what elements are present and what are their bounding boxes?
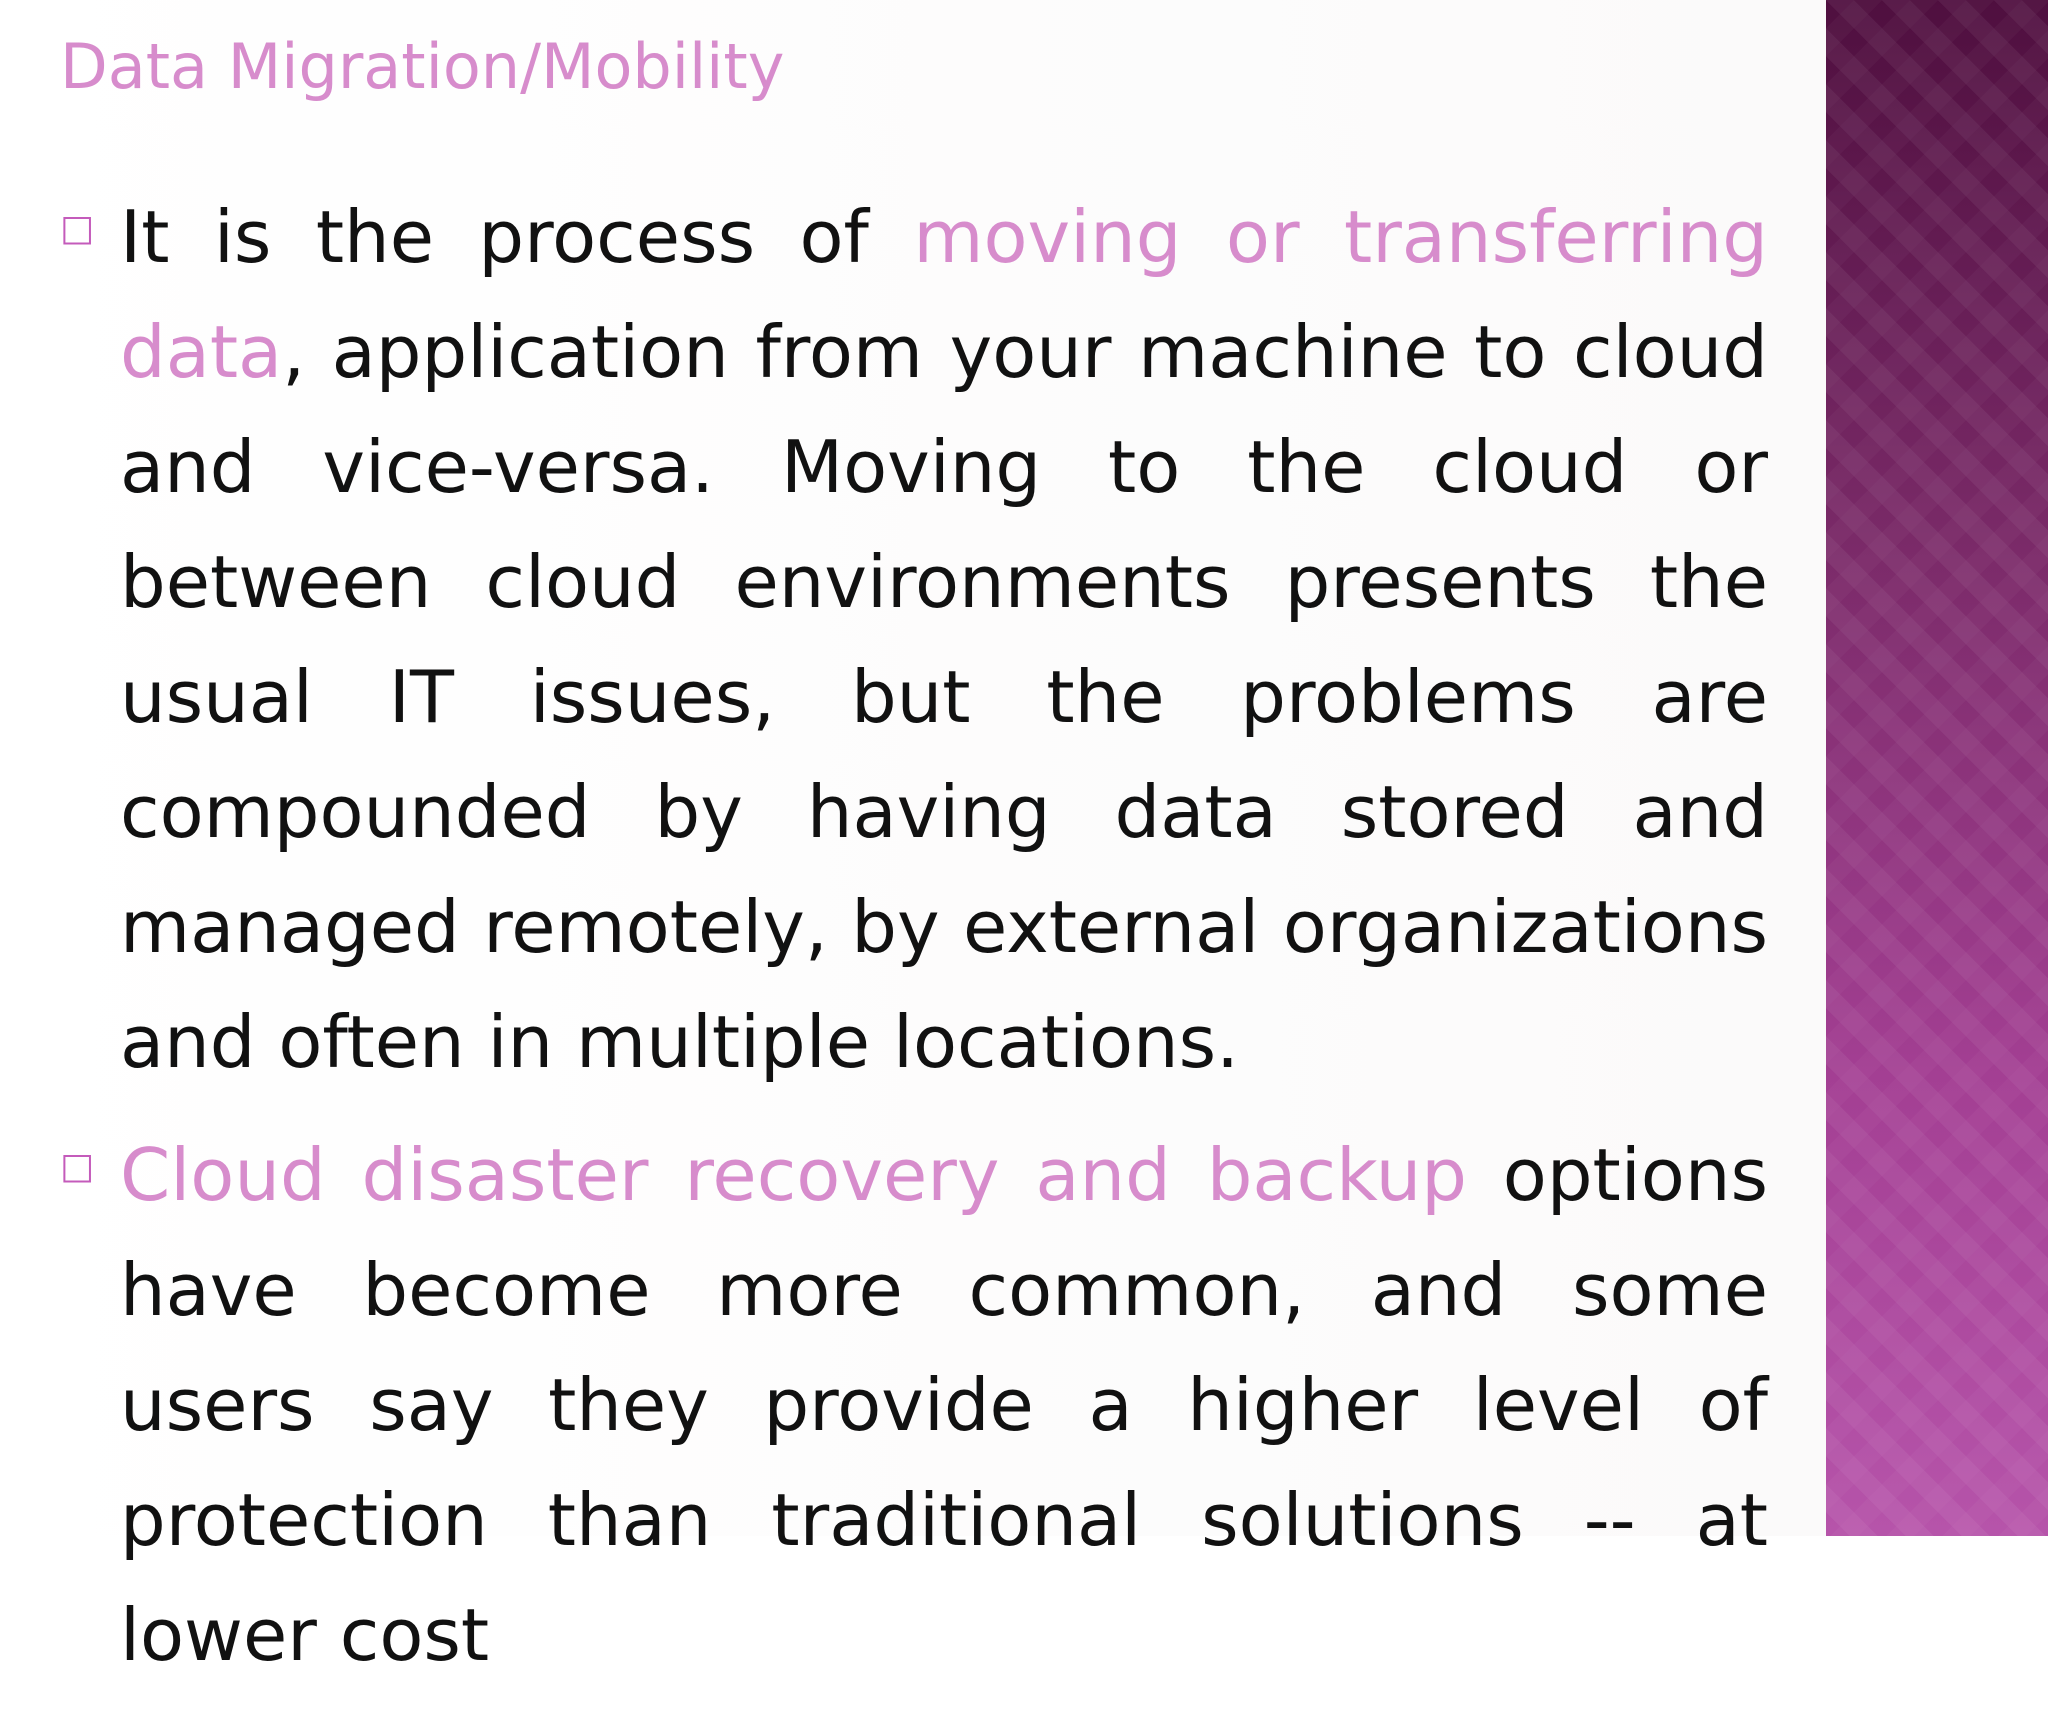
decorative-side-band (1826, 0, 2048, 1536)
bullet-highlight-text: moving or transferring data (120, 195, 1768, 394)
bullet-prefix-text: It is the process of (120, 195, 914, 279)
side-band-pattern (1826, 0, 2048, 1536)
bullet-square-icon: □ (60, 1146, 95, 1187)
bullet-text (120, 180, 1768, 1100)
bullet-item-data-migration (60, 180, 1768, 1100)
bullet-text (120, 1118, 1768, 1693)
bullet-suffix-text: , application from your machine to cloud and vice-versa. Moving to the cloud or between cloud environments presents the usual IT issues, but the problems are compounded by having data stored and managed remotely, by external organizations and often in multiple locations. (120, 310, 1768, 1084)
slide-title: Data Migration/Mobility (60, 30, 785, 103)
bullet-suffix-text: options have become more common, and some users say they provide a higher level of protection than traditional solutions -- at lower cost (120, 1133, 1768, 1677)
bullet-item-cloud-recovery (60, 1118, 1768, 1693)
bullet-list (60, 180, 1768, 1711)
bullet-square-icon: □ (60, 208, 95, 249)
bullet-highlight-text: Cloud disaster recovery and backup (120, 1133, 1467, 1217)
